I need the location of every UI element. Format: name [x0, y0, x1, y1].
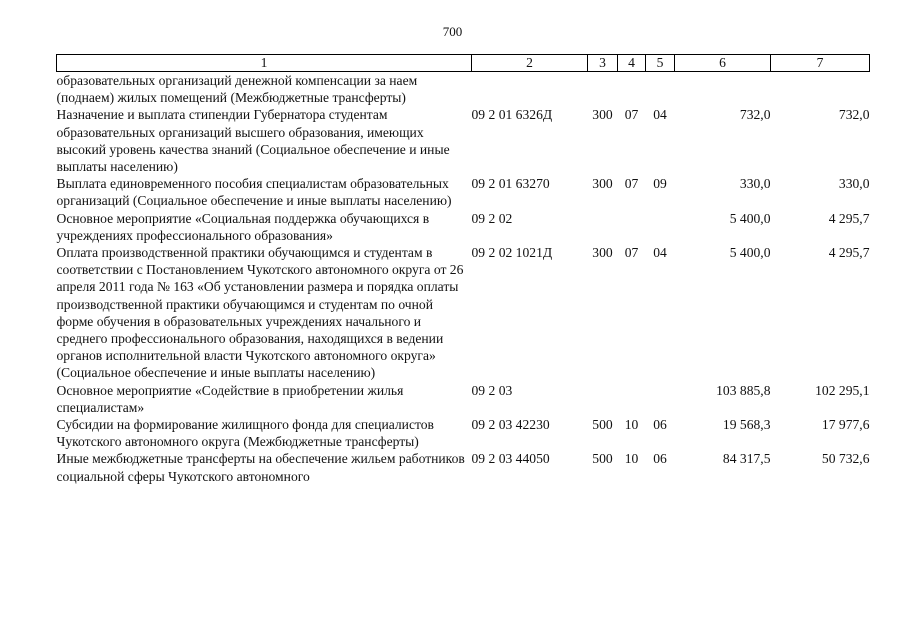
row-col-4: 07	[624, 176, 639, 192]
row-amount-6: 732,0	[739, 107, 771, 123]
table-row	[57, 382, 870, 416]
table-row	[57, 244, 870, 382]
row-amount-7: 732,0	[838, 107, 870, 123]
row-col-5	[646, 382, 675, 416]
row-amount-7	[771, 72, 870, 107]
table-row	[57, 416, 870, 450]
row-description: Субсидии на формирование жилищного фонда для специалистов Чукотского автономного округа (Межбюджетные трансферты)	[56, 417, 434, 450]
row-col-3: 500	[592, 417, 613, 433]
row-col-4	[618, 210, 646, 244]
row-description: Оплата производственной практики обучающимся и студентам в соответствии с Постановлением Чукотского автономного округа от 26 апреля 2011 года № 163 «Об установлении размера и порядка оплаты производственной практики обучающимся и студентам по очной форме обучения в образовательных учреждениях начального и среднего профессионального образования, находящихся в ведении органов исполнительной власти Чукотского автономного округа» (Социальное обеспечение и иные выплаты населению)	[56, 245, 464, 381]
table-row	[57, 210, 870, 244]
table-row	[57, 450, 870, 484]
header-col-4: 4	[618, 55, 646, 72]
row-col-5	[646, 210, 675, 244]
row-amount-6: 5 400,0	[729, 210, 771, 226]
header-col-6: 6	[675, 55, 771, 72]
row-col-4: 07	[624, 245, 639, 261]
table-row	[57, 106, 870, 175]
row-col-4	[618, 72, 646, 107]
header-col-2: 2	[472, 55, 588, 72]
row-amount-6: 330,0	[739, 176, 771, 192]
row-code: 09 2 03 44050	[471, 451, 550, 467]
row-amount-6: 5 400,0	[729, 245, 771, 261]
table-header-row	[57, 55, 870, 72]
row-col-4: 10	[624, 451, 639, 467]
row-col-3: 500	[592, 451, 613, 467]
row-amount-7: 4 295,7	[828, 210, 870, 226]
row-amount-7: 4 295,7	[828, 245, 870, 261]
row-col-3	[588, 210, 618, 244]
header-col-3: 3	[588, 55, 618, 72]
table-row	[57, 72, 870, 107]
row-col-4	[618, 382, 646, 416]
row-code: 09 2 01 6326Д	[471, 107, 553, 123]
row-description: Выплата единовременного пособия специалистам образовательных организаций (Социальное обеспечение и иные выплаты населению)	[56, 176, 452, 209]
row-col-3: 300	[592, 176, 613, 192]
row-code	[472, 72, 588, 107]
row-description: образовательных организаций денежной компенсации за наем (поднаем) жилых помещений (Межбюджетные трансферты)	[56, 73, 418, 106]
row-col-4: 07	[624, 107, 639, 123]
row-col-4: 10	[624, 417, 639, 433]
row-col-3: 300	[592, 245, 613, 261]
row-code: 09 2 03 42230	[471, 417, 550, 433]
table-row	[57, 175, 870, 209]
row-amount-7: 17 977,6	[821, 417, 870, 433]
row-description: Основное мероприятие «Содействие в приобретении жилья специалистам»	[56, 382, 404, 415]
row-description: Назначение и выплата стипендии Губернатора студентам образовательных организаций высшего образования, имеющих высокий уровень качества знаний (Социальное обеспечение и иные выплаты населению)	[56, 107, 450, 175]
header-col-7: 7	[771, 55, 870, 72]
row-col-3	[588, 382, 618, 416]
row-col-5: 04	[653, 245, 667, 261]
row-amount-7: 50 732,6	[821, 451, 870, 467]
row-amount-7: 102 295,1	[815, 382, 870, 398]
row-col-3: 300	[592, 107, 613, 123]
row-col-5: 09	[653, 176, 667, 192]
row-code: 09 2 01 63270	[471, 176, 550, 192]
row-code: 09 2 02 1021Д	[471, 245, 553, 261]
row-code: 09 2 03	[471, 382, 513, 398]
row-col-5	[646, 72, 675, 107]
budget-table	[56, 54, 870, 485]
page-number: 700	[442, 24, 463, 39]
row-col-5: 06	[653, 451, 667, 467]
row-amount-6: 84 317,5	[722, 451, 771, 467]
header-col-1: 1	[57, 55, 472, 72]
row-col-3	[588, 72, 618, 107]
row-amount-7: 330,0	[838, 176, 870, 192]
row-amount-6: 19 568,3	[722, 417, 771, 433]
row-description: Иные межбюджетные трансферты на обеспечение жильем работников социальной сферы Чукотского автономного	[56, 451, 465, 484]
row-amount-6: 103 885,8	[716, 382, 771, 398]
row-description: Основное мероприятие «Социальная поддержка обучающихся в учреждениях профессионального образования»	[56, 210, 430, 243]
row-col-5: 04	[653, 107, 667, 123]
row-amount-6	[675, 72, 771, 107]
row-code: 09 2 02	[471, 210, 513, 226]
row-col-5: 06	[653, 417, 667, 433]
header-col-5: 5	[646, 55, 675, 72]
